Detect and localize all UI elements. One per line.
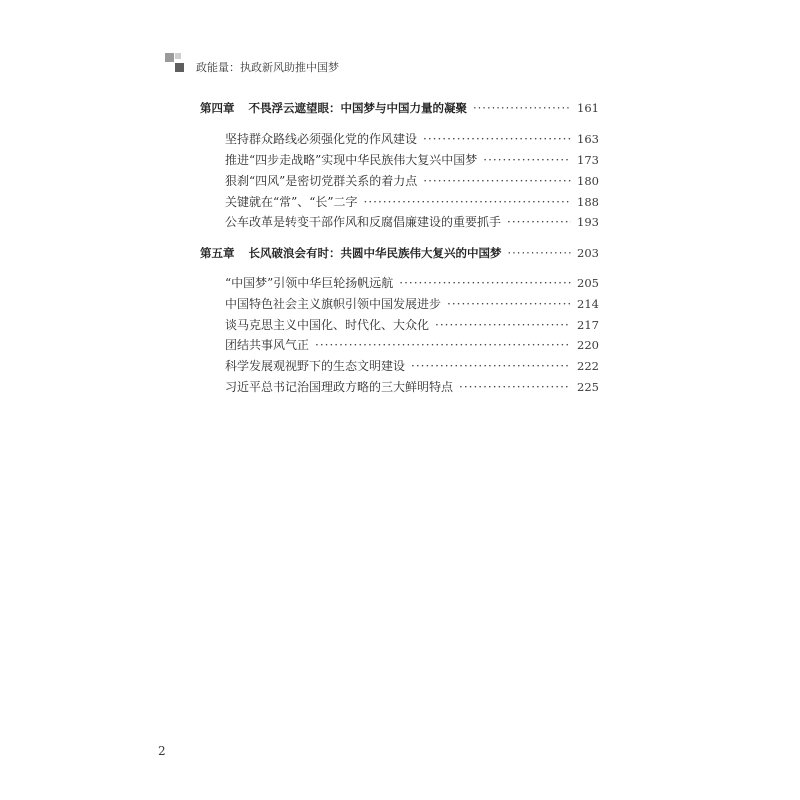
entry-title: 中国特色社会主义旗帜引领中国发展进步 xyxy=(225,297,442,311)
toc-entry[interactable] xyxy=(225,294,599,314)
dot-leader xyxy=(411,356,571,376)
dot-leader xyxy=(483,150,571,170)
entry-title: 公车改革是转变干部作风和反腐倡廉建设的重要抓手 xyxy=(225,215,502,229)
page-number: 205 xyxy=(577,276,599,290)
toc-entry[interactable] xyxy=(225,171,599,191)
toc-entry[interactable] xyxy=(225,335,599,355)
entry-title: 推进“四步走战略”实现中华民族伟大复兴中国梦 xyxy=(225,153,478,167)
entry-title: 狠刹“四风”是密切党群关系的着力点 xyxy=(225,174,418,188)
chapter-title: 长风破浪会有时：共圆中华民族伟大复兴的中国梦 xyxy=(248,246,502,260)
dot-leader xyxy=(447,294,571,314)
page-number: 220 xyxy=(577,338,599,352)
dot-leader xyxy=(507,212,571,232)
page-number: 180 xyxy=(577,174,599,188)
chapter-title: 不畏浮云遮望眼：中国梦与中国力量的凝聚 xyxy=(248,101,467,115)
entry-title: 坚持群众路线必须强化党的作风建设 xyxy=(225,132,418,146)
page-number: 193 xyxy=(577,215,599,229)
toc-entry[interactable] xyxy=(225,377,599,397)
page-number: 161 xyxy=(577,101,599,115)
page-folio: 2 xyxy=(158,744,166,758)
running-header-title: 政能量：执政新风助推中国梦 xyxy=(196,61,339,74)
dot-leader xyxy=(435,315,571,335)
dot-leader xyxy=(399,273,571,293)
page-number: 225 xyxy=(577,380,599,394)
entry-title: 谈马克思主义中国化、时代化、大众化 xyxy=(225,318,430,332)
page-number: 173 xyxy=(577,153,599,167)
page-number: 214 xyxy=(577,297,599,311)
dot-leader xyxy=(423,171,571,191)
chapter-number: 第四章 xyxy=(200,101,235,115)
entry-title: 关键就在“常”、“长”二字 xyxy=(225,195,358,209)
chapter-heading[interactable] xyxy=(200,98,599,118)
entry-title: 科学发展观视野下的生态文明建设 xyxy=(225,359,406,373)
page-number: 163 xyxy=(577,132,599,146)
entry-title: 团结共事风气正 xyxy=(225,338,310,352)
dot-leader xyxy=(459,377,571,397)
toc-entry[interactable] xyxy=(225,129,599,149)
toc-entry[interactable] xyxy=(225,356,599,376)
toc-entry[interactable] xyxy=(225,150,599,170)
page-number: 222 xyxy=(577,359,599,373)
dot-leader xyxy=(364,192,572,212)
toc-entry[interactable] xyxy=(225,192,599,212)
page-number: 203 xyxy=(577,246,599,260)
toc-entry[interactable] xyxy=(225,212,599,232)
page-number: 188 xyxy=(577,195,599,209)
page-number: 217 xyxy=(577,318,599,332)
dot-leader xyxy=(423,129,571,149)
toc-entry[interactable] xyxy=(225,315,599,335)
entry-title: 习近平总书记治国理政方略的三大鲜明特点 xyxy=(225,380,454,394)
dot-leader xyxy=(315,335,571,355)
chapter-heading[interactable] xyxy=(200,243,599,263)
dot-leader xyxy=(473,98,571,118)
entry-title: “中国梦”引领中华巨轮扬帆远航 xyxy=(225,276,394,290)
toc-entry[interactable] xyxy=(225,273,599,293)
dot-leader xyxy=(508,243,572,263)
chapter-number: 第五章 xyxy=(200,246,235,260)
